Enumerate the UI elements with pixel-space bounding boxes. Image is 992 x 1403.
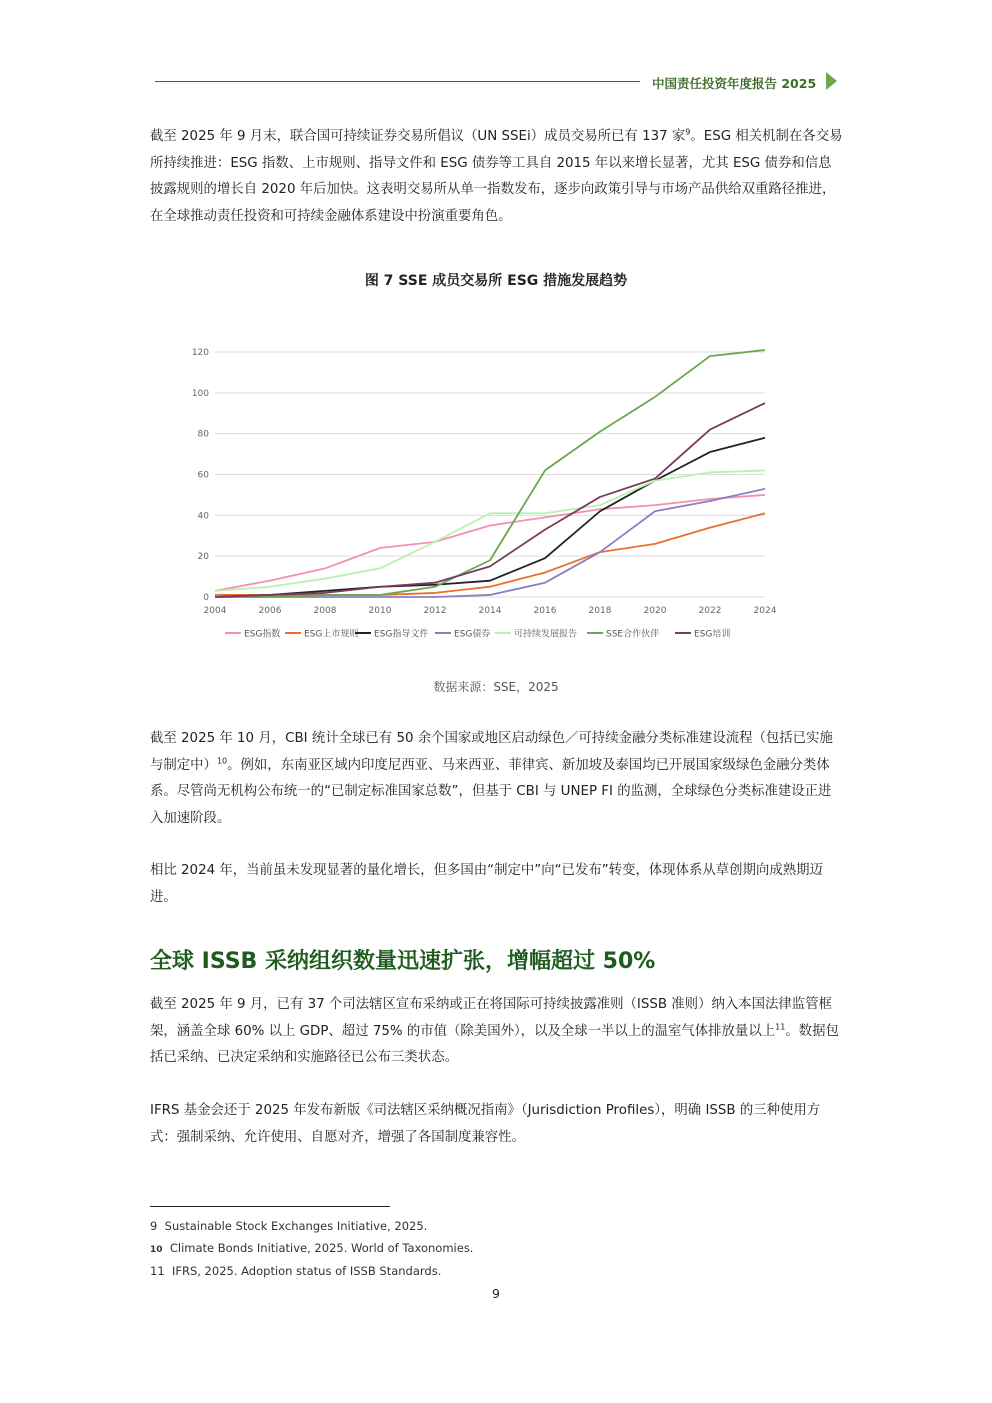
footnote-ref: 11 bbox=[775, 1022, 786, 1032]
paragraph-text-cont: 。ESG 相关机制在各交易所持续推进：ESG 指数、上市规则、指导文件和 ESG 债券等工具自 2015 年以来增长显著，尤其 ESG 债券和信息披露规则的增长自 2020 年后加快。这表明交易所从单一指数发布，逐步向政策引导与市场产品供给双重路径推进，在全球推动责任投资和可持续金融体系建设中扮演重要角色。 bbox=[150, 129, 843, 224]
series-line bbox=[215, 470, 765, 590]
paragraph-text: 截至 2025 年 9 月末，联合国可持续证券交易所倡议（UN SSEi）成员交易所已有 137 家 bbox=[150, 129, 686, 144]
legend-label: ESG指导文件 bbox=[374, 629, 429, 640]
paragraph-text-cont: 。数据包括已采纳、已决定采纳和实施路径已公布三类状态。 bbox=[150, 1023, 839, 1065]
series-line bbox=[215, 403, 765, 597]
header-rule bbox=[155, 81, 640, 82]
legend-label: ESG培训 bbox=[694, 629, 731, 640]
y-tick-label: 20 bbox=[197, 552, 209, 563]
paragraph-cbi bbox=[150, 726, 843, 832]
y-tick-label: 0 bbox=[203, 593, 209, 603]
x-tick-label: 2020 bbox=[643, 606, 667, 616]
y-tick-label: 60 bbox=[197, 470, 209, 481]
footnote: 10 Climate Bonds Initiative, 2025. World of Taxonomies. bbox=[150, 1241, 474, 1255]
y-tick-label: 80 bbox=[197, 429, 209, 440]
legend-label: ESG指数 bbox=[244, 629, 281, 640]
line-chart bbox=[185, 340, 795, 645]
x-tick-label: 2006 bbox=[258, 606, 282, 616]
series-line bbox=[215, 350, 765, 597]
series-line bbox=[215, 495, 765, 591]
paragraph-text: 截至 2025 年 10 月，CBI 统计全球已有 50 余个国家或地区启动绿色／可持续金融分类标准建设流程（包括已实施与制定中） bbox=[150, 731, 833, 773]
figure-title: 图 7 SSE 成员交易所 ESG 措施发展趋势 bbox=[364, 273, 628, 289]
report-title: 中国责任投资年度报告 2025 bbox=[652, 76, 817, 91]
footnote: 11 IFRS, 2025. Adoption status of ISSB Standards. bbox=[150, 1264, 442, 1278]
paragraph-text: 截至 2025 年 9 月，已有 37 个司法辖区宣布采纳或正在将国际可持续披露准则（ISSB 准则）纳入本国法律监管框架，涵盖全球 60% 以上 GDP、超过 75% 的市值（除美国外），以及全球一半以上的温室气体排放量以上 bbox=[150, 997, 832, 1039]
series-line bbox=[215, 438, 765, 597]
paragraph-sse-members bbox=[150, 124, 843, 230]
x-tick-label: 2022 bbox=[698, 606, 722, 616]
paragraph-comparison: 相比 2024 年，当前虽未发现显著的量化增长，但多国由“制定中”向“已发布”转变，体现体系从草创期向成熟期迈进。 bbox=[150, 863, 823, 905]
footnote: 9 Sustainable Stock Exchanges Initiative, 2025. bbox=[150, 1219, 428, 1233]
legend-label: 可持续发展报告 bbox=[514, 629, 578, 640]
y-tick-label: 120 bbox=[191, 348, 209, 358]
legend-label: SSE合作伙伴 bbox=[606, 629, 660, 640]
paragraph-issb bbox=[150, 992, 843, 1072]
legend-label: ESG债券 bbox=[454, 629, 491, 640]
figure-source: 数据来源：SSE，2025 bbox=[433, 680, 559, 694]
x-tick-label: 2010 bbox=[368, 606, 392, 616]
x-tick-label: 2024 bbox=[753, 606, 777, 616]
page-number: 9 bbox=[492, 1286, 500, 1301]
y-tick-label: 40 bbox=[197, 511, 209, 522]
paragraph-text-cont: 。例如，东南亚区域内印度尼西亚、马来西亚、菲律宾、新加坡及泰国均已开展国家级绿色金融分类体系。尽管尚无机构公布统一的“已制定标准国家总数”，但基于 CBI 与 UNEP FI 的监测，全球绿色分类标准建设正进入加速阶段。 bbox=[150, 757, 832, 826]
legend-label: ESG上市规则 bbox=[304, 629, 359, 640]
chevron-right-icon bbox=[826, 72, 837, 90]
x-tick-label: 2018 bbox=[588, 606, 612, 616]
footnote-ref: 10 bbox=[216, 756, 228, 766]
x-tick-label: 2016 bbox=[533, 606, 557, 616]
y-tick-label: 100 bbox=[191, 388, 209, 399]
x-tick-label: 2014 bbox=[478, 606, 502, 616]
footnote-rule bbox=[150, 1206, 390, 1207]
paragraph-ifrs: IFRS 基金会还于 2025 年发布新版《司法辖区采纳概况指南》（Jurisdiction Profiles），明确 ISSB 的三种使用方式：强制采纳、允许使用、自愿对齐，增强了各国制度兼容性。 bbox=[150, 1103, 821, 1145]
x-tick-label: 2008 bbox=[313, 606, 337, 616]
x-tick-label: 2012 bbox=[423, 606, 447, 616]
footnote-ref: 9 bbox=[685, 127, 691, 137]
section-heading: 全球 ISSB 采纳组织数量迅速扩张，增幅超过 50% bbox=[150, 949, 656, 974]
x-tick-label: 2004 bbox=[203, 606, 227, 616]
